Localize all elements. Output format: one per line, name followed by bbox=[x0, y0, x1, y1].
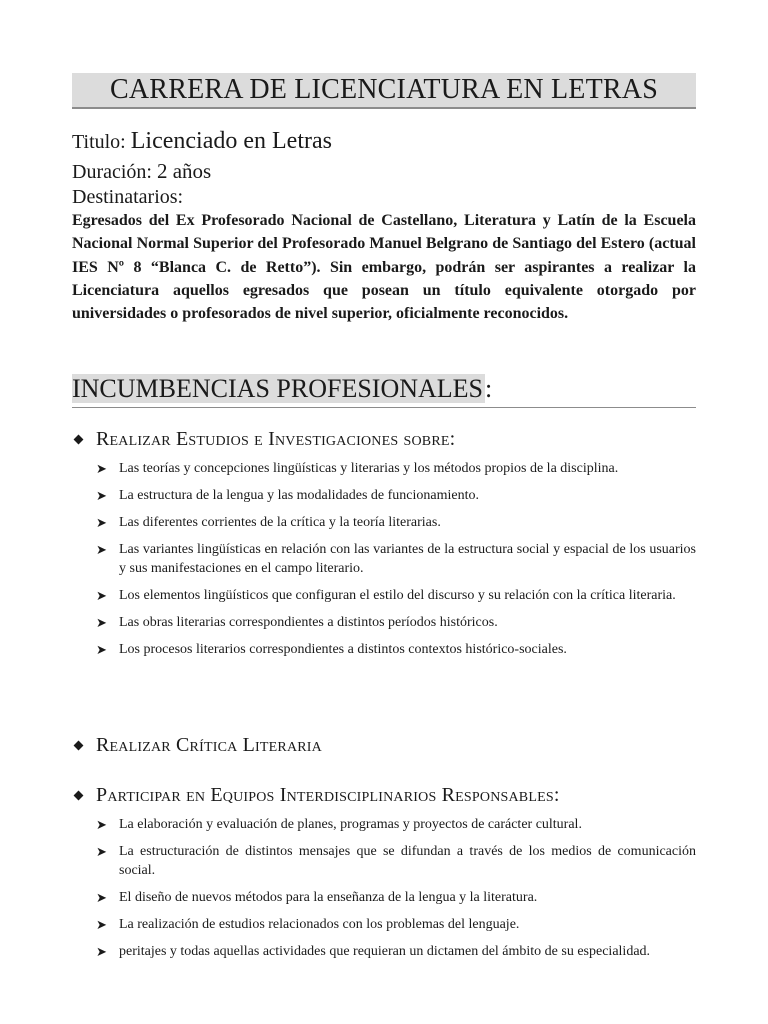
arrowhead-icon: ➤ bbox=[96, 944, 107, 959]
list-item-text: El diseño de nuevos métodos para la enseñanza de la lengua y la literatura. bbox=[119, 890, 538, 905]
list-item bbox=[96, 915, 696, 934]
arrowhead-icon: ➤ bbox=[96, 917, 107, 932]
arrowhead-icon: ➤ bbox=[96, 642, 107, 657]
diamond-icon bbox=[74, 791, 84, 801]
arrowhead-icon: ➤ bbox=[96, 615, 107, 630]
list-item bbox=[96, 486, 696, 505]
list-item bbox=[96, 888, 696, 907]
destinatarios-text: Egresados del Ex Profesorado Nacional de Castellano, Literatura y Latín de la Escuela Nacional Normal Superior del Profesorado Manuel Belgrano de Santiago del Estero (actual IES Nº 8 “Blanca C. de Retto”). Sin embargo, podrán ser aspirantes a realizar la Licenciatura aquellos egresados que posean un título equivalente otorgado por universidades o profesorados de nivel superior, oficialmente reconocidos. bbox=[72, 212, 696, 323]
list-item-text: Las diferentes corrientes de la crítica y la teoría literarias. bbox=[119, 515, 441, 530]
arrowhead-icon: ➤ bbox=[96, 461, 107, 476]
list-item-text: La estructura de la lengua y las modalidades de funcionamiento. bbox=[119, 488, 479, 503]
arrowhead-icon: ➤ bbox=[96, 890, 107, 905]
list-item-text: Las variantes lingüísticas en relación con las variantes de la estructura social y espacial de los usuarios y sus manifestaciones en el campo literario. bbox=[119, 542, 696, 576]
bullet-list bbox=[96, 459, 696, 667]
arrowhead-icon: ➤ bbox=[96, 844, 107, 859]
arrowhead-icon: ➤ bbox=[96, 488, 107, 503]
arrowhead-icon: ➤ bbox=[96, 817, 107, 832]
bullet-list bbox=[96, 815, 696, 969]
list-item bbox=[96, 613, 696, 632]
incumbencia-heading: Participar en Equipos Interdisciplinarios Responsables: bbox=[96, 784, 560, 806]
list-item bbox=[96, 540, 696, 578]
list-item-text: Los elementos lingüísticos que configuran el estilo del discurso y su relación con la crítica literaria. bbox=[119, 588, 676, 603]
list-item-text: La elaboración y evaluación de planes, programas y proyectos de carácter cultural. bbox=[119, 817, 582, 832]
list-item-text: Las obras literarias correspondientes a distintos períodos históricos. bbox=[119, 615, 498, 630]
section-heading-text: INCUMBENCIAS PROFESIONALES bbox=[72, 374, 483, 403]
destinatarios-label: Destinatarios: bbox=[72, 186, 184, 208]
list-item-text: Las teorías y concepciones lingüísticas y literarias y los métodos propios de la disciplina. bbox=[119, 461, 619, 476]
list-item bbox=[96, 942, 696, 961]
section-heading-colon: : bbox=[485, 374, 493, 403]
list-item bbox=[96, 513, 696, 532]
list-item-text: peritajes y todas aquellas actividades que requieran un dictamen del ámbito de su especialidad. bbox=[119, 944, 651, 959]
list-item bbox=[96, 640, 696, 659]
titulo-row bbox=[72, 126, 696, 157]
list-item-text: Los procesos literarios correspondientes a distintos contextos histórico-sociales. bbox=[119, 642, 567, 657]
list-item bbox=[96, 586, 696, 605]
incumbencia-heading: Realizar Crítica Literaria bbox=[96, 734, 322, 756]
incumbencia-heading: Realizar Estudios e Investigaciones sobre: bbox=[96, 428, 456, 450]
arrowhead-icon: ➤ bbox=[96, 542, 107, 557]
list-item bbox=[96, 842, 696, 880]
titulo-label: Titulo: bbox=[72, 131, 126, 153]
duracion-row bbox=[72, 156, 696, 187]
list-item bbox=[96, 815, 696, 834]
duracion-label: Duración: bbox=[72, 161, 152, 183]
duracion-value: 2 años bbox=[156, 159, 212, 183]
list-item bbox=[96, 459, 696, 478]
diamond-icon bbox=[74, 741, 84, 751]
list-item-text: La realización de estudios relacionados con los problemas del lenguaje. bbox=[119, 917, 520, 932]
page-title: CARRERA DE LICENCIATURA EN LETRAS bbox=[72, 73, 696, 109]
arrowhead-icon: ➤ bbox=[96, 515, 107, 530]
diamond-icon bbox=[74, 435, 84, 445]
section-heading bbox=[72, 372, 696, 408]
arrowhead-icon: ➤ bbox=[96, 588, 107, 603]
titulo-value: Licenciado en Letras bbox=[130, 128, 332, 154]
list-item-text: La estructuración de distintos mensajes que se difundan a través de los medios de comunicación social. bbox=[119, 844, 696, 878]
